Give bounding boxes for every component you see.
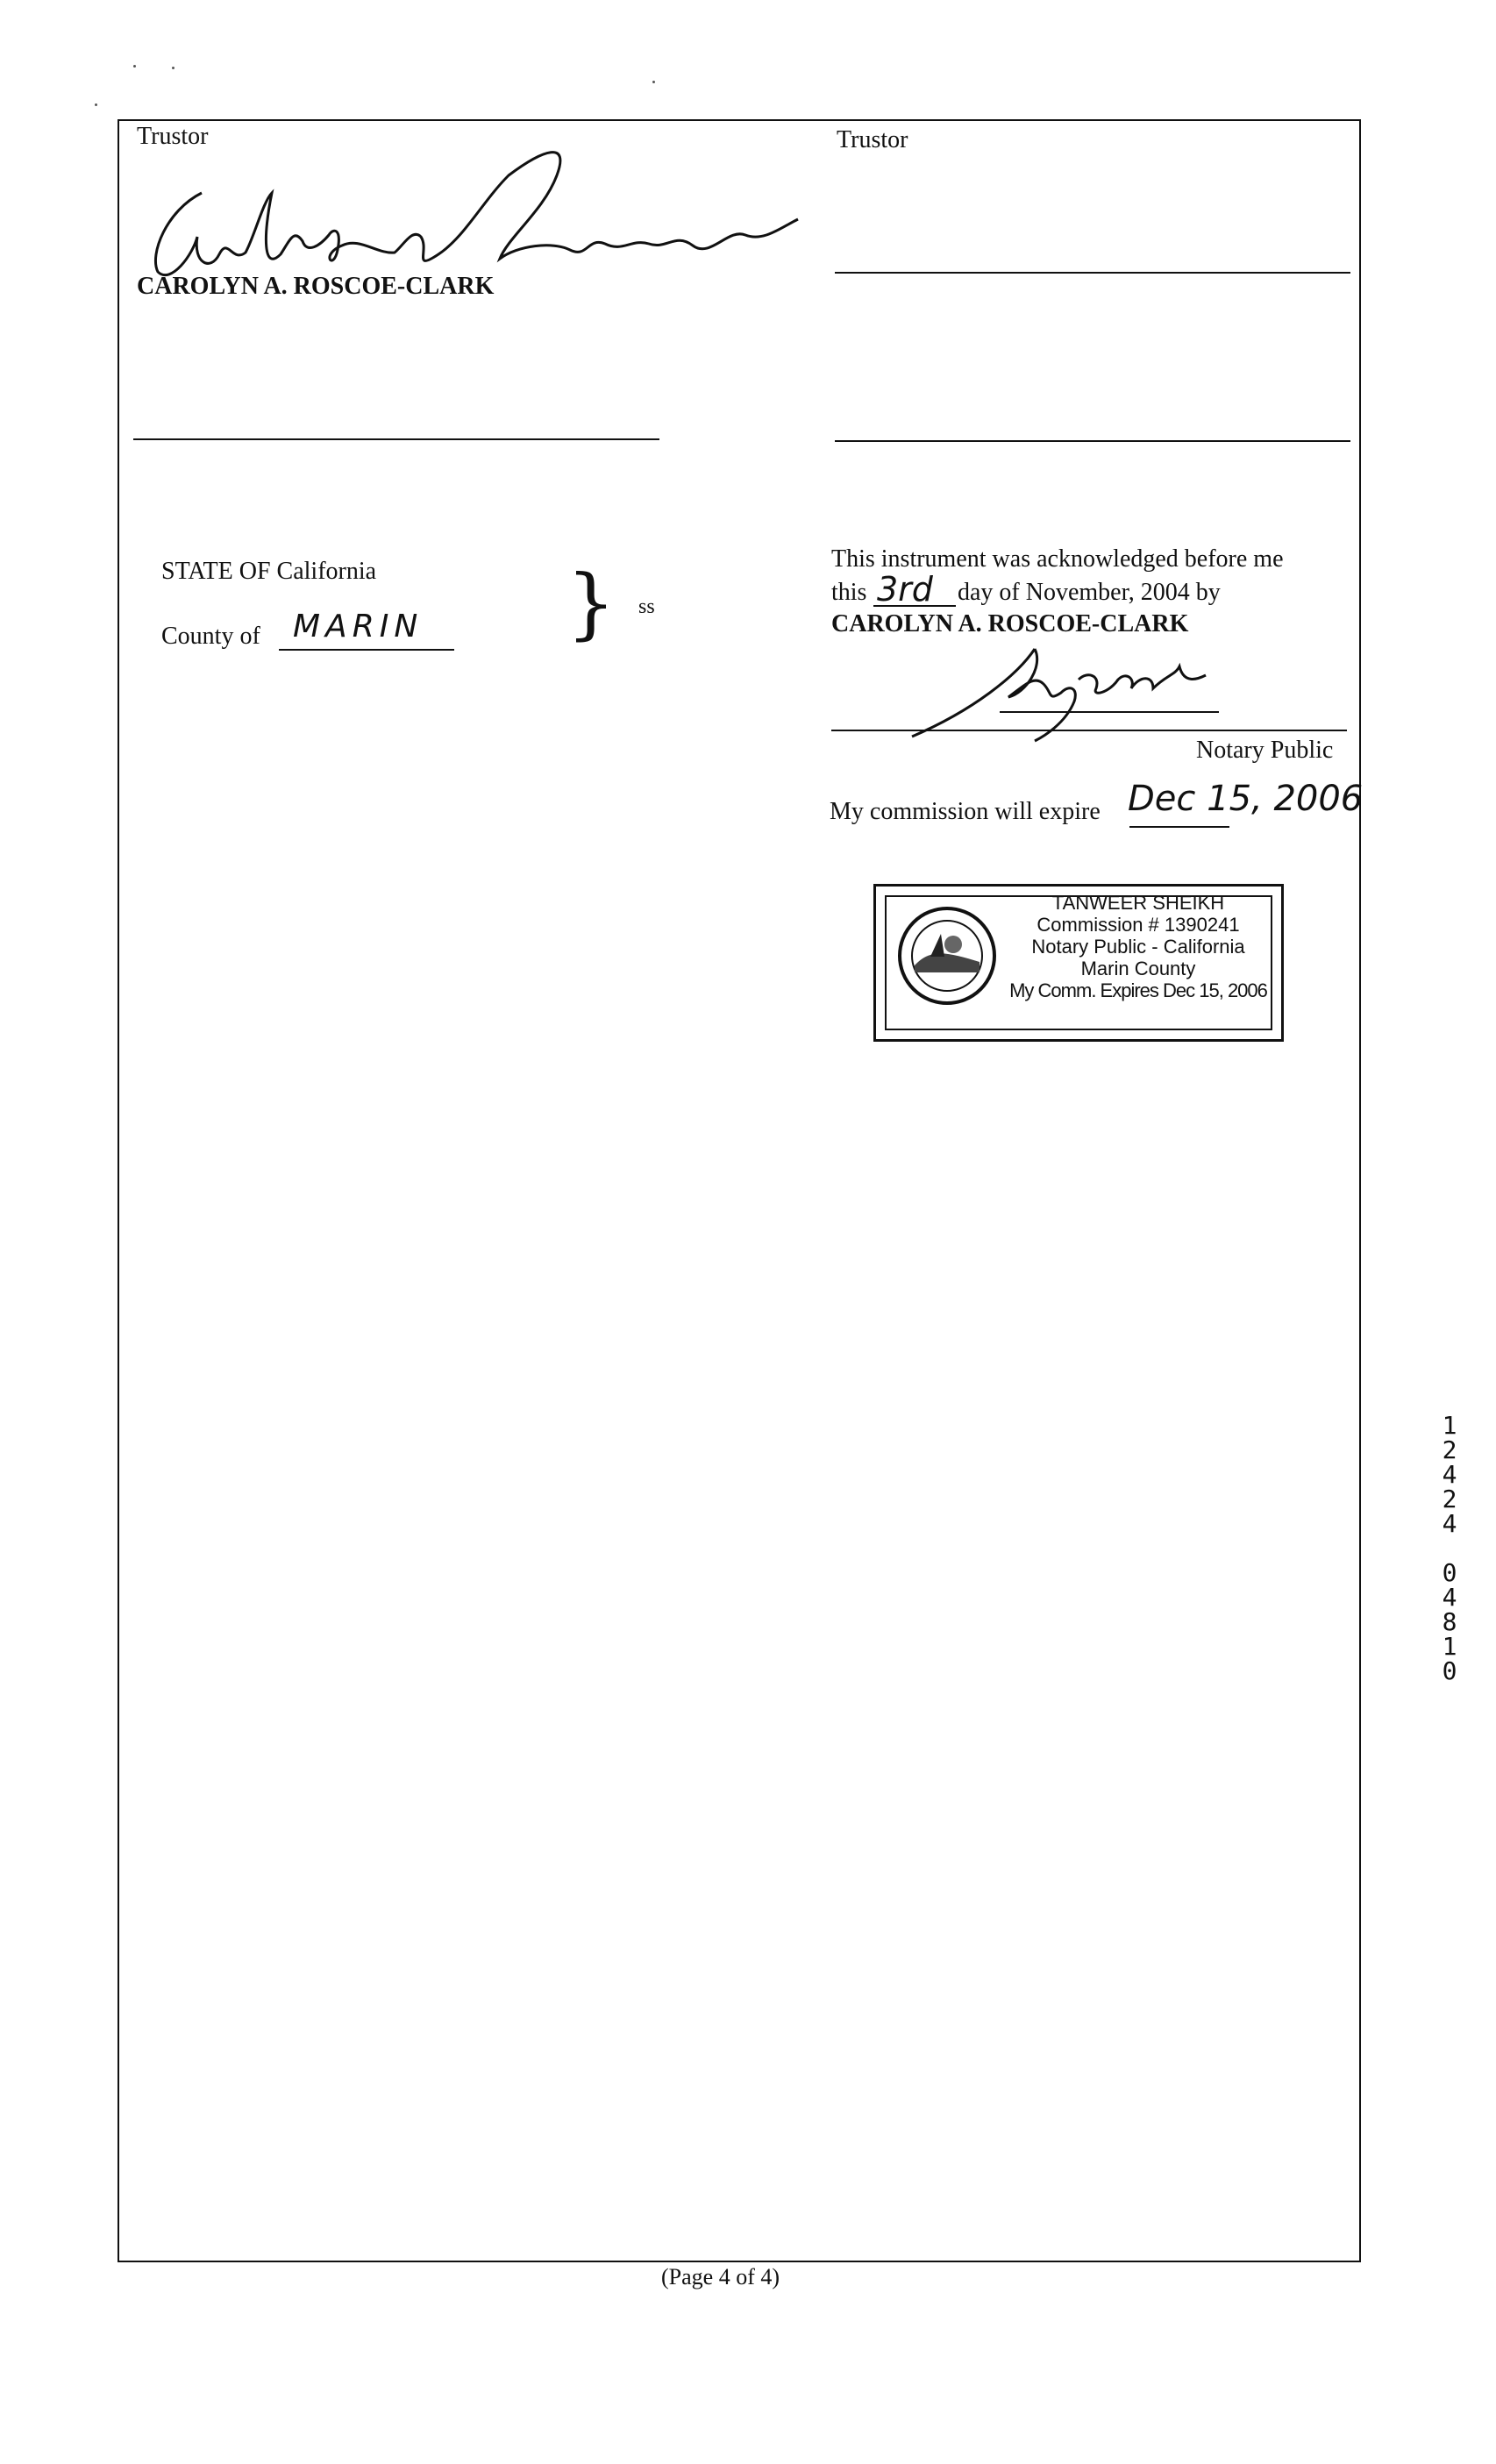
stamp-text: [1001, 892, 1276, 1001]
ack-name: CAROLYN A. ROSCOE-CLARK: [831, 610, 1189, 637]
scan-speck: [133, 65, 136, 68]
notary-signature-line: [831, 730, 1347, 731]
recording-digit: 1: [1442, 1411, 1457, 1440]
expiry-handwritten: Dec 15, 2006: [1128, 779, 1364, 819]
county-label: County of: [161, 623, 260, 650]
expiry-underline: [1129, 826, 1229, 828]
recording-digit: 4: [1442, 1509, 1457, 1538]
ack-line-1: This instrument was acknowledged before me: [831, 545, 1284, 573]
recording-digit: 0: [1442, 1656, 1457, 1685]
ack-line-2-prefix: this: [831, 579, 867, 606]
county-underline: [279, 649, 454, 651]
right-signature-line-1: [835, 272, 1350, 274]
ss-label: ss: [638, 595, 655, 618]
stamp-expires: My Comm. Expires Dec 15, 2006: [1009, 979, 1267, 1001]
notary-stamp: [873, 884, 1284, 1042]
recording-digit: 0: [1442, 1558, 1457, 1587]
scan-speck: [95, 103, 97, 106]
venue-brace: }: [566, 558, 616, 648]
recording-number-vertical: [1435, 1411, 1464, 1685]
california-seal-icon: [895, 904, 999, 1008]
recording-digit-gap: [1435, 1536, 1464, 1561]
left-trustor-label: Trustor: [137, 123, 209, 150]
day-underline: [873, 605, 956, 607]
stamp-county: Marin County: [1080, 958, 1196, 979]
ack-line-2-suffix: day of November, 2004 by: [958, 579, 1221, 606]
commission-label: My commission will expire: [830, 798, 1101, 825]
stamp-title: Notary Public - California: [1031, 936, 1245, 958]
right-signature-line-2: [835, 440, 1350, 442]
scan-speck: [172, 67, 175, 69]
notary-public-label: Notary Public: [1196, 737, 1334, 764]
scan-speck: [652, 81, 655, 83]
recording-digit: 4: [1442, 1460, 1457, 1489]
stamp-commission: Commission # 1390241: [1037, 914, 1240, 936]
recording-digit: 4: [1442, 1583, 1457, 1612]
recording-digit: 8: [1442, 1607, 1457, 1636]
stamp-notary-name: TANWEER SHEIKH: [1051, 892, 1225, 914]
day-handwritten: 3rd: [877, 570, 933, 609]
page-footer: (Page 4 of 4): [661, 2264, 780, 2290]
right-trustor-label: Trustor: [837, 126, 908, 153]
left-trustor-name: CAROLYN A. ROSCOE-CLARK: [137, 273, 495, 300]
recording-digit: 2: [1442, 1435, 1457, 1464]
county-handwritten: MARIN: [293, 609, 424, 644]
left-signature-line-2: [133, 438, 659, 440]
state-line: STATE OF California: [161, 558, 377, 585]
recording-digit: 1: [1442, 1632, 1457, 1661]
recording-digit: 2: [1442, 1485, 1457, 1513]
